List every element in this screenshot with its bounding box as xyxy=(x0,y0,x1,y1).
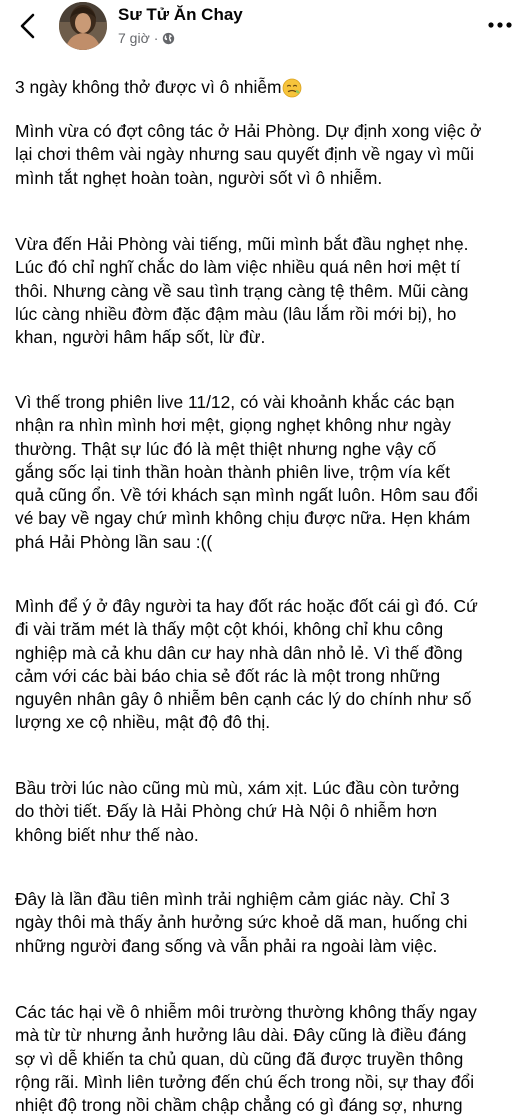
more-options-button[interactable] xyxy=(482,10,518,40)
back-button[interactable] xyxy=(10,8,46,44)
text-line: nghiệp mà cả khu dân cư hay nhà dân nhỏ lẻ. Vì thế đồng xyxy=(15,642,463,663)
text-line: cảm với các bài báo chia sẻ đốt rác là một trong những xyxy=(15,665,441,686)
text-line: sợ vì dễ khiến ta chủ quan, dù cũng đã được truyền thông xyxy=(15,1048,464,1069)
text-line: Vì thế trong phiên live 11/12, có vài khoảnh khắc các bạn xyxy=(15,392,455,412)
paragraph-4 xyxy=(15,595,525,735)
sick-face-emoji xyxy=(282,78,302,98)
text-line: mình tắt nghẹt hoàn toàn, người sốt vì ô nhiễm. xyxy=(15,167,383,188)
paragraph-3 xyxy=(15,391,525,554)
text-line: lại chơi thêm vài ngày nhưng sau quyết định về ngay vì mũi xyxy=(15,144,475,165)
text-line: mà từ từ nhưng ảnh hưởng lâu dài. Đây cũng là điều đáng xyxy=(15,1025,467,1046)
paragraph-2 xyxy=(15,233,525,349)
text-line: Vừa đến Hải Phòng vài tiếng, mũi mình bắt đầu nghẹt nhẹ. xyxy=(15,234,469,254)
text-line: Mình vừa có đợt công tác ở Hải Phòng. Dự định xong việc ở xyxy=(15,121,482,141)
text-line: Các tác hại về ô nhiễm môi trường thường không thấy ngay xyxy=(15,1002,477,1022)
more-horizontal-icon xyxy=(487,21,513,29)
avatar[interactable] xyxy=(59,2,107,50)
text-line: lúc càng nhiều đờm đặc đậm màu (lâu lắm rồi mới bị), ho xyxy=(15,303,457,324)
text-line: gắng sốc lại tinh thần hoàn thành phiên live, trộm vía kết xyxy=(15,461,451,482)
text-line: lượng xe cộ nhiều, mật độ đô thị. xyxy=(15,712,271,733)
post-title-text: 3 ngày không thở được vì ô nhiễm xyxy=(15,77,282,97)
text-line: nhiệt độ trong nồi chầm chập chẳng có gì đáng sợ, nhưng xyxy=(15,1095,463,1116)
paragraph-5 xyxy=(15,777,525,847)
text-line: không biết như thế nào. xyxy=(15,824,199,845)
paragraph-7 xyxy=(15,1001,525,1117)
text-line: những người đang sống và vẫn phải ra ngoài làm việc. xyxy=(15,935,438,956)
text-line: Đây là lần đầu tiên mình trải nghiệm cảm giác này. Chỉ 3 xyxy=(15,889,450,909)
meta-separator: · xyxy=(153,30,159,46)
text-line: khan, người hâm hấp sốt, lừ đừ. xyxy=(15,327,266,348)
paragraph-1 xyxy=(15,120,525,190)
text-line: nhận ra nhìn mình hơi mệt, giọng nghẹt không như ngày xyxy=(15,415,451,436)
text-line: phá Hải Phòng lần sau :(( xyxy=(15,531,213,552)
text-line: thôi. Nhưng càng về sau tình trạng càng tệ thêm. Mũi càng xyxy=(15,280,469,301)
text-line: vé bay về ngay chứ mình không chịu được nữa. Hẹn khám xyxy=(15,508,471,529)
text-line: rộng rãi. Mình liên tưởng đến chú ếch trong nồi, sự thay đổi xyxy=(15,1071,475,1092)
text-line: Mình để ý ở đây người ta hay đốt rác hoặc đốt cái gì đó. Cứ xyxy=(15,596,478,616)
text-line: thường. Thật sự lúc đó là mệt thiệt nhưng nghe vậy cố xyxy=(15,438,437,459)
post-time[interactable]: 7 giờ xyxy=(118,30,150,46)
post-meta xyxy=(118,30,175,46)
text-line: ngày thôi mà thấy ảnh hưởng sức khoẻ dã man, huống chi xyxy=(15,912,468,933)
text-line: đi vài trăm mét là thấy một cột khói, không chỉ khu công xyxy=(15,619,444,640)
globe-icon xyxy=(162,32,175,45)
paragraph-6 xyxy=(15,888,525,958)
avatar-image xyxy=(59,2,107,50)
chevron-left-icon xyxy=(18,13,38,39)
text-line: nguyên nhân gây ô nhiễm bên cạnh các lý do chính như số xyxy=(15,689,472,710)
text-line: Lúc đó chỉ nghĩ chắc do làm việc nhiều quá nên hơi mệt tí xyxy=(15,257,461,278)
text-line: quả cũng ổn. Về tới khách sạn mình ngất luôn. Hôm sau đổi xyxy=(15,485,478,506)
text-line: do thời tiết. Đấy là Hải Phòng chứ Hà Nội ô nhiễm hơn xyxy=(15,801,438,822)
text-line: Bầu trời lúc nào cũng mù mù, xám xịt. Lúc đầu còn tưởng xyxy=(15,778,460,798)
author-name[interactable]: Sư Tử Ăn Chay xyxy=(118,5,243,24)
post-header xyxy=(0,0,530,62)
post-title xyxy=(15,76,525,99)
